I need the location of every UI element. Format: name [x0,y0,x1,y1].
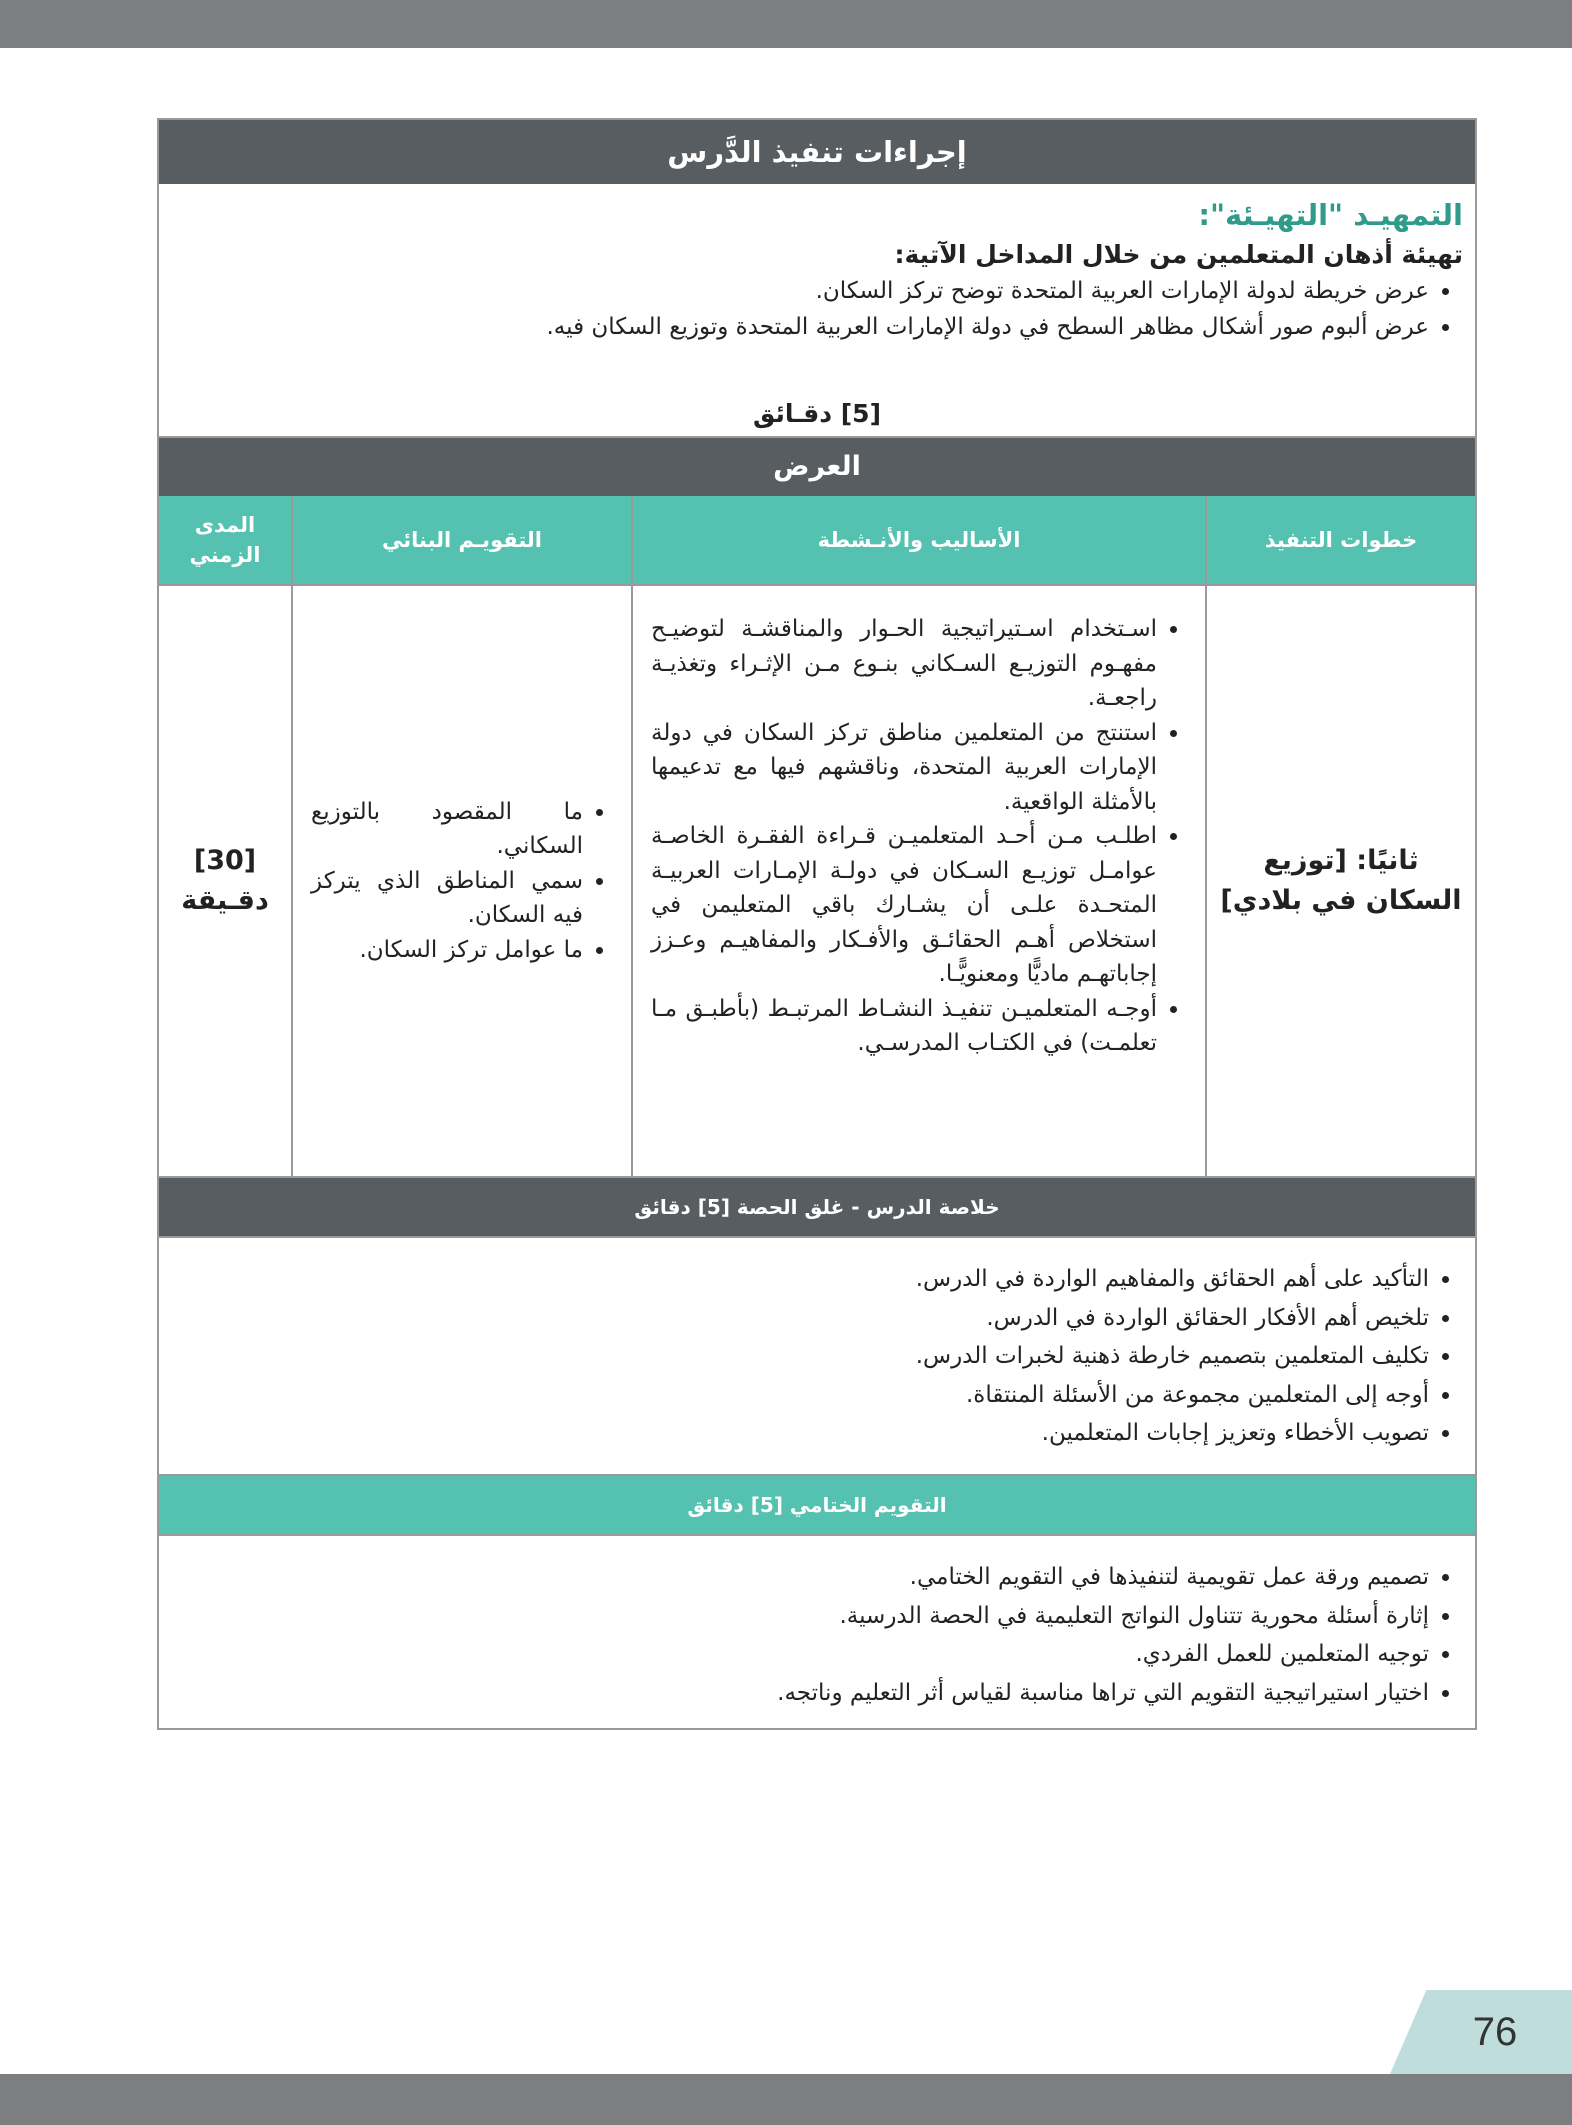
list-item: • إثارة أسئلة محورية تتناول النواتج التعليمية في الحصة الدرسية. [171,1597,1429,1636]
list-item: • استنتج من المتعلمين مناطق تركز السكان في دولة الإمارات العربية المتحدة، وناقشهم فيها مع تدعيمها بالأمثلة الواقعية. [651,716,1157,820]
page-number: 76 [1472,2009,1518,2054]
list-item: • ما عوامل تركز السكان. [311,933,583,968]
intro-list [171,273,1463,345]
duration-cell [159,586,291,1176]
top-bar [0,0,1572,48]
table-header-row [159,496,1475,584]
list-item: • توجيه المتعلمين للعمل الفردي. [171,1635,1429,1674]
list-item: • أوجه إلى المتعلمين مجموعة من الأسئلة المنتقاة. [171,1376,1429,1415]
column-header-duration: المدى الزمني [189,513,261,567]
closure-title: خلاصة الدرس - غلق الحصة [5] دقائق [159,1176,1475,1236]
list-item: • اطلـب مـن أحـد المتعلميـن قـراءة الفقـرة الخاصـة عوامـل توزيـع السـكان في دولـة الإمـارات العربيـة المتحـدة علـى أن يشـارك باقي المتعليمن في استخلاص أهـم الحقائـق والأفـكار والمفاهيـم وعـزز إجاباتهـم ماديًّا ومعنويًّـا. [651,819,1157,992]
closure-section [159,1236,1475,1474]
activities-list [651,612,1187,1061]
column-header-activities: الأساليب والأنـشطة [631,496,1205,584]
intro-heading: التمهيـد "التهيـئة": [1198,198,1463,232]
list-item: • ما المقصود بالتوزيع السكاني. [311,795,583,864]
list-item: • اسـتخدام اسـتيراتيجية الحـوار والمناقشـة لتوضيـح مفهـوم التوزيـع السـكاني بنـوع مـن الإثـراء وتغذيـة راجعـة. [651,612,1157,716]
list-item: • تلخيص أهم الأفكار الحقائق الواردة في الدرس. [171,1299,1429,1338]
list-item: • تصميم ورقة عمل تقويمية لتنفيذها في التقويم الختامي. [171,1558,1429,1597]
intro-time: [5] دقـائق [752,399,882,428]
list-item: • سمي المناطق الذي يتركز فيه السكان. [311,864,583,933]
list-item: • اختيار استيراتيجية التقويم التي تراها مناسبة لقياس أثر التعليم وناتجه. [171,1674,1429,1713]
intro-section [159,184,1475,436]
list-item: • عرض خريطة لدولة الإمارات العربية المتحدة توضح تركز السكان. [171,273,1429,309]
list-item: • أوجـه المتعلميـن تنفيـذ النشـاط المرتبـط (بأطبـق مـا تعلمـت) في الكتـاب المدرسـي. [651,992,1157,1061]
activities-cell [631,586,1205,1176]
list-item: • عرض ألبوم صور أشكال مظاهر السطح في دولة الإمارات العربية المتحدة وتوزيع السكان فيه. [171,309,1429,345]
final-assessment-list [171,1558,1463,1712]
presentation-title: العرض [159,436,1475,496]
column-header-formative: التقويـم البنائي [291,496,631,584]
step-label: ثانيًا: [توزيع السكان في بلادي] [1220,845,1462,916]
formative-cell [291,586,631,1176]
duration-label: [30] دقـيقة [181,845,269,916]
intro-subheading: تهيئة أذهان المتعلمين من خلال المداخل الآتية: [894,240,1463,269]
closure-list [171,1260,1463,1453]
list-item: • التأكيد على أهم الحقائق والمفاهيم الواردة في الدرس. [171,1260,1429,1299]
page-title: إجراءات تنفيذ الدَّرس [159,120,1475,184]
bottom-bar [0,2074,1572,2125]
list-item: • تكليف المتعلمين بتصميم خارطة ذهنية لخبرات الدرس. [171,1337,1429,1376]
column-header-steps: خطوات التنفيذ [1205,496,1475,584]
list-item: • تصويب الأخطاء وتعزيز إجابات المتعلمين. [171,1414,1429,1453]
final-assessment-title: التقويم الختامي [5] دقائق [159,1474,1475,1534]
final-assessment-section [159,1534,1475,1728]
formative-list [311,795,613,968]
step-cell [1205,586,1475,1176]
lesson-table [157,118,1477,1730]
table-row [159,584,1475,1176]
